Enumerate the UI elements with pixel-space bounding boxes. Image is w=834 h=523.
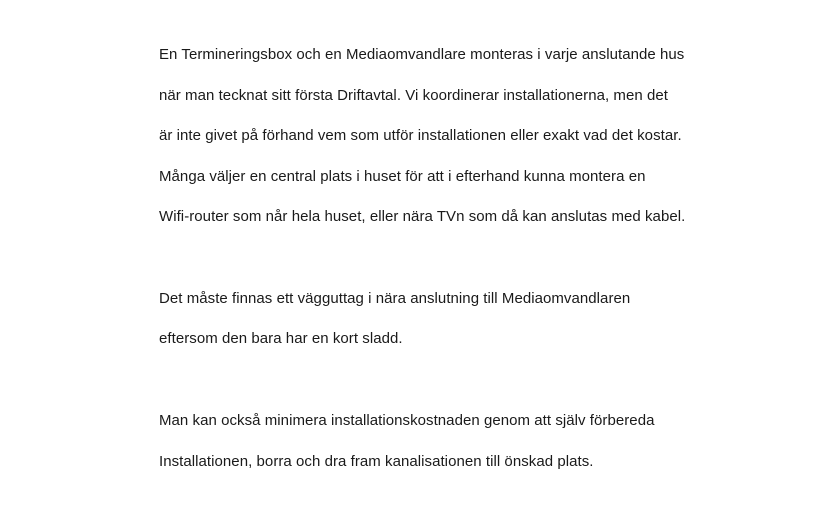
paragraph-line: Det måste finnas ett vägguttag i nära anslutning till Mediaomvandlaren xyxy=(159,290,631,307)
paragraph-line: Wifi-router som når hela huset, eller nära TVn som då kan anslutas med kabel. xyxy=(159,208,686,225)
paragraph-line: eftersom den bara har en kort sladd. xyxy=(159,330,403,347)
paragraph-line: En Termineringsbox och en Mediaomvandlare monteras i varje anslutande hus xyxy=(159,46,685,63)
paragraph-line: är inte givet på förhand vem som utför installationen eller exakt vad det kostar. xyxy=(159,127,682,144)
paragraph-line: när man tecknat sitt första Driftavtal. Vi koordinerar installationerna, men det xyxy=(159,87,668,104)
paragraph-line: Installationen, borra och dra fram kanalisationen till önskad plats. xyxy=(159,453,594,470)
paragraph-line: Man kan också minimera installationskostnaden genom att själv förbereda xyxy=(159,412,655,429)
paragraph-line: Många väljer en central plats i huset för att i efterhand kunna montera en xyxy=(159,168,646,185)
